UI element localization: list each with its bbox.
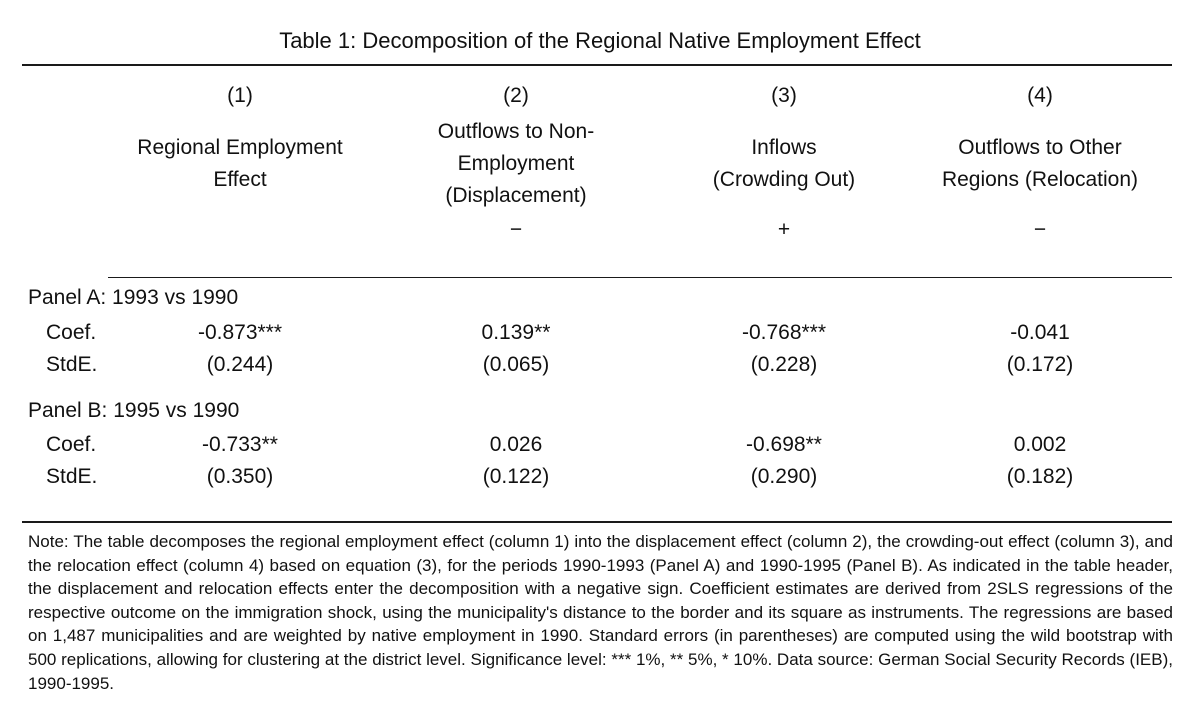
cell-a-stde-4: (0.172) xyxy=(1006,353,1074,376)
col-4-number: (4) xyxy=(1027,84,1053,107)
row-label-stde: StdE. xyxy=(46,353,98,376)
cell-b-coef-2: 0.026 xyxy=(489,433,543,456)
top-rule xyxy=(22,64,1172,66)
col-3-sign: + xyxy=(777,218,791,241)
col-4-label-line: Regions (Relocation) xyxy=(941,168,1139,191)
cell-a-coef-4: -0.041 xyxy=(1010,321,1070,344)
col-3-number: (3) xyxy=(771,84,797,107)
cell-b-coef-1: -0.733** xyxy=(202,433,278,456)
col-2-sign: − xyxy=(509,218,523,241)
col-2-label-line: (Displacement) xyxy=(445,184,587,207)
cell-a-coef-1: -0.873*** xyxy=(197,321,283,344)
header-rule xyxy=(108,277,1172,278)
cell-b-stde-3: (0.290) xyxy=(750,465,818,488)
table-title: Table 1: Decomposition of the Regional Native Employment Effect xyxy=(279,28,921,53)
col-3-label-line: Inflows xyxy=(751,136,817,159)
col-2-label-line: Employment xyxy=(457,152,575,175)
col-1-label-line: Effect xyxy=(213,168,267,191)
col-1-number: (1) xyxy=(227,84,253,107)
panel-a-title: Panel A: 1993 vs 1990 xyxy=(28,286,239,309)
cell-a-stde-2: (0.065) xyxy=(482,353,550,376)
cell-a-coef-2: 0.139** xyxy=(481,321,551,344)
col-4-sign: − xyxy=(1033,218,1047,241)
row-label-coef: Coef. xyxy=(46,433,97,456)
col-1-label xyxy=(120,132,360,196)
cell-a-stde-1: (0.244) xyxy=(206,353,274,376)
col-1-label-line: Regional Employment xyxy=(137,136,343,159)
cell-b-coef-3: -0.698** xyxy=(746,433,822,456)
col-2-number: (2) xyxy=(503,84,529,107)
col-3-label-line: (Crowding Out) xyxy=(712,168,856,191)
cell-b-stde-1: (0.350) xyxy=(206,465,274,488)
cell-a-stde-3: (0.228) xyxy=(750,353,818,376)
cell-a-coef-3: -0.768*** xyxy=(741,321,827,344)
col-2-label-line: Outflows to Non- xyxy=(437,120,595,143)
table-note: Note: The table decomposes the regional employment effect (column 1) into the displacement effect (column 2), the crowding-out effect (column 3), and the relocation effect (column 4) based on equation (3), for the periods 1990-1993 (Panel A) and 1990-1995 (Panel B). As indicated in the table header, the displacement and relocation effects enter the decomposition with a negative sign. Coefficient estimates are derived from 2SLS regressions of the respective outcome on the immigration shock, using the municipality's distance to the border and its square as instruments. The regressions are based on 1,487 municipalities and are weighted by native employment in 1990. Standard errors (in parentheses) are computed using the wild bootstrap with 500 replications, allowing for clustering at the district level. Significance level: *** 1%, ** 5%, * 10%. Data source: German Social Security Records (IEB), 1990-1995. xyxy=(28,532,1173,693)
bottom-rule xyxy=(22,521,1172,523)
row-label-stde: StdE. xyxy=(46,465,98,488)
col-3-label xyxy=(664,132,904,196)
col-4-label-line: Outflows to Other xyxy=(958,136,1122,159)
col-2-label xyxy=(396,116,636,212)
panel-b-title: Panel B: 1995 vs 1990 xyxy=(28,399,240,422)
col-4-label xyxy=(920,132,1160,196)
cell-b-stde-2: (0.122) xyxy=(482,465,550,488)
cell-b-stde-4: (0.182) xyxy=(1006,465,1074,488)
cell-b-coef-4: 0.002 xyxy=(1013,433,1067,456)
row-label-coef: Coef. xyxy=(46,321,97,344)
